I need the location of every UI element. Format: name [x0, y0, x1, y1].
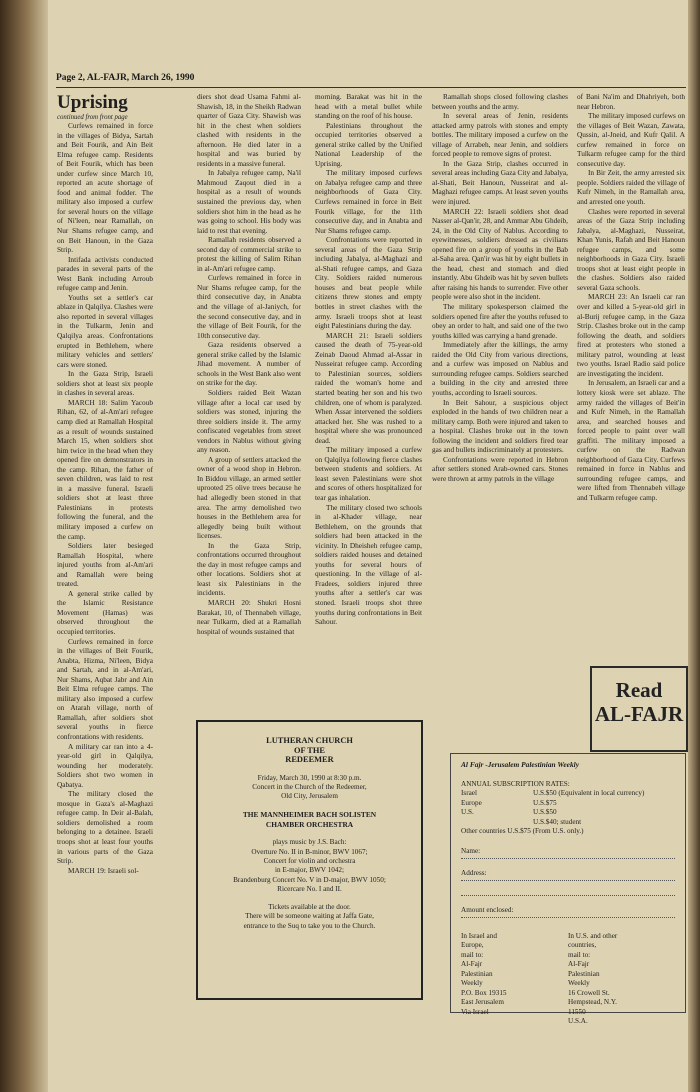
paragraph: In the Gaza Strip, confrontations occurred throughout the day in most refugee camps and other locations. Soldiers shot at least six Palestinians in the incidents. — [197, 540, 301, 598]
paragraph: Soldiers raided Beit Wazan village after a local car used by soldiers was stoned, injuring the three soldiers inside it. The army confiscated vegetables from street vendors in Nablus without giving any reason. — [197, 387, 301, 455]
ad-program: plays music by J.S. Bach: — [272, 838, 347, 847]
paragraph: The military spokesperson claimed the soldiers opened fire after the youths refused to obey an order to halt, and said one of the two youths killed was carrying a hand grenade. — [432, 302, 568, 340]
article-column-1 — [57, 92, 153, 1082]
article-column-5 — [577, 92, 685, 642]
paragraph: MARCH 21: Israeli soldiers caused the death of 75-year-old Zeinab Daoud Ahmad al-Assar in Nusseirat refugee camp. According to Palestinian sources, soldiers raided the woman's home and started beating her son and his two children, one of whom is paralyzed. When Assar intervened the soldiers attacked her. She was rushed to a hospital where she was pronounced dead. — [315, 330, 422, 445]
paragraph: Ramallah shops closed following clashes between youths and the army. — [432, 92, 568, 111]
paragraph: The military imposed curfews on the villages of Beit Wazan, Zawata, Qussin, al-Jneid, and Kufr Qalil. A curfew remained in force on Tulkarm refugee camp for the third consecutive day. — [577, 111, 685, 168]
ad-program: in E-major, BWV 1042; — [274, 866, 345, 875]
paragraph: In several areas of Jenin, residents attacked army patrols with stones and empty bottles. The military imposed a curfew on the village of Arrabeh, near Jenin, and soldiers forced people to remove signs of protest. — [432, 111, 568, 159]
ad-orchestra: CHAMBER ORCHESTRA — [265, 819, 354, 829]
paragraph: Curfews remained in force in the villages of Bidya, Sartah and Beit Fourik, and Ain Beit Elma refugee camp. Residents of Beit Fourik, which has been under curfew since March 10, reported an acute shortage of food and animal fodder. The military also imposed a curfew for several hours on the village of Ni'leen, near Ramallah, on Nur Shams refugee camp, and on Beit Hanoun, in the Gaza Strip. — [57, 121, 153, 255]
paragraph: The military closed the mosque in Gaza's al-Maghazi refugee camp. In Deir al-Balah, soldiers demolished a room belonging to a detainee. Israeli troops shot at least four youths in various parts of the Gaza Strip. — [57, 789, 153, 866]
ad-tickets: entrance to the Suq to take you to the Church. — [243, 921, 376, 930]
paragraph: Gaza residents observed a general strike called by the Islamic Jihad movement. A number of schools in the West Bank also went on strike for the day. — [197, 340, 301, 388]
paragraph: The military imposed curfews on Jabalya refugee camp and three neighborhoods of Gaza City. Curfews remained in force in Beit Fourik village, for the 11th consecutive day, and in Anabta and Nur Shams refugee camp. — [315, 168, 422, 235]
book-binding — [0, 0, 48, 1092]
paragraph: Palestinians throughout the occupied territories observed a general strike called by the Unified National Leadership of the Uprising. — [315, 120, 422, 168]
rate-row: Europe U.S.$75 — [461, 798, 557, 807]
article-column-3 — [315, 92, 422, 722]
ad-org-line: LUTHERAN CHURCH — [266, 736, 353, 745]
paragraph: Confrontations were reported in several areas of the Gaza Strip including Jabalya, al-Maghazi and al-Shati refugee camps, and Gaza City. Soldiers raided numerous houses and beat people while citizens threw stones and empty bottles in street clashes with the army. Israeli troops shot at least eight Palestinians during the day. — [315, 235, 422, 331]
rate-row: U.S.$40; student — [533, 817, 582, 826]
read-line: Read — [615, 678, 663, 702]
read-line: AL-FAJR — [594, 702, 684, 726]
paragraph: diers shot dead Usama Fahmi al-Shawish, 18, in the Sheikh Radwan quarter of Gaza City. Shawish was hit in the chest when soldiers clashed with residents in the afternoon. He died later in a hospital and was buried by residents in a massive funeral. — [197, 92, 301, 168]
paragraph: In Beit Sahour, a suspicious object exploded in the hands of two children near a military camp. Both were injured and taken to a hospital. Clashes broke out in the town following the incident and soldiers fired tear gas and bullets indiscriminately at protesters. — [432, 397, 568, 455]
read-alfajr-box — [590, 666, 688, 752]
paragraph: Youths set a settler's car ablaze in Qalqilya. Clashes were also reported in several villages in the Tulkarm, Jenin and Qalqilya areas. Confrontations erupted in Bethlehem, where military vehicles and settlers' cars were stoned. — [57, 292, 153, 369]
paragraph: Clashes were reported in several areas of the Gaza Strip including Jabalya, al-Maghazi, Nusseirat, Khan Yunis, Rafah and Beit Hanoun refugee camps, and some neighborhoods in Gaza City. Israeli troops shot at least eight people in the clashes. Soldiers also raided several Gaza schools. — [577, 206, 685, 292]
page-edge — [688, 0, 700, 1092]
subscription-title: Al Fajr -Jerusalem Palestinian Weekly — [461, 760, 579, 769]
ad-tickets: There will be someone waiting at Jaffa Gate, — [245, 912, 374, 921]
rate-row: Other countries U.S.$75 (From U.S. only.) — [461, 827, 584, 835]
paragraph: In the Gaza Strip, clashes occurred in several areas including Gaza City and Jabalya, al-Shati, Beit Hanoun, Nusseirat and al-Maghazi refugee camps. At least seven youths were injured. — [432, 158, 568, 207]
paragraph: Confrontations were reported in Hebron after settlers stoned Arab-owned cars. Stones were thrown at army patrols in the village — [432, 454, 568, 483]
paragraph: MARCH 22: Israeli soldiers shot dead Nasser al-Qan'ir, 28, and Ammar Abu Ghdeib, 24, in the Old City of Nablus. According to eyewitnesses, soldiers dressed as civilians opened fire on a group of youths in the Bab al-Saha area. Qan'ir was hit by eight bullets in the head, chest and stomach and died instantly. Abu Ghdeib was hit by seven bullets after raising his hands to surrender. Five other people were also shot in the incident. — [432, 206, 568, 302]
ad-tickets: Tickets available at the door. — [268, 903, 351, 912]
paragraph: MARCH 20: Shukri Hosni Barakat, 10, of Thennabeh village, near Tulkarm, died at a Ramallah hospital of wounds sustained that — [197, 597, 301, 636]
paragraph: In Bir Zeit, the army arrested six people. Soldiers raided the village of Kufr Nimeh, in the Ramallah area, and arrested one youth. — [577, 168, 685, 207]
paragraph: morning. Barakat was hit in the head with a metal bullet while standing on the roof of his house. — [315, 92, 422, 121]
article-column-4 — [432, 92, 568, 720]
paragraph: MARCH 18: Salim Yacoub Rihan, 62, of al-Am'ari refugee camp died at Ramallah Hospital as a result of wounds sustained March 15, when soldiers shot him twice in the head when they opened fire on demonstrators in the camp. Rihan, the father of seven children, was laid to rest in a massive funeral. Israeli soldiers shot at least three Palestinians in protests following the funeral, and the military imposed a curfew on the camp. — [57, 397, 153, 541]
paragraph: Ramallah residents observed a second day of commercial strike to protest the killing of Salim Rihan in al-Am'ari refugee camp. — [197, 235, 301, 273]
ad-program: Concert for violin and orchestra — [263, 856, 356, 865]
mailing-addresses — [461, 932, 675, 1027]
page-header: Page 2, AL-FAJR, March 26, 1990 — [56, 73, 195, 83]
ad-venue: Concert in the Church of the Redeemer, — [252, 782, 367, 791]
headline: Uprising — [57, 92, 128, 113]
paragraph: The military closed two schools in al-Khader village, near Bethlehem, on the grounds that soldiers had been attacked in the vicinity. In Dheisheh refugee camp, soldiers raided houses and detained youths for several hours of questioning. In the village of al-Fradees, soldiers injured three youths after a settler's car was stoned. Israeli troops shot three youths during confrontations in Beit Sahour. — [315, 502, 422, 627]
name-field[interactable]: Name: — [461, 847, 675, 859]
ad-date: Friday, March 30, 1990 at 8:30 p.m. — [257, 773, 362, 782]
article-column-2 — [197, 92, 301, 652]
amount-field[interactable]: Amount enclosed: — [461, 906, 675, 918]
paragraph: The military imposed a curfew on Qalqilya following fierce clashes between students and soldiers. At least seven Palestinians were shot and scores of others hospitalized for tear gas inhalation. — [315, 445, 422, 502]
paragraph: MARCH 19: Israeli sol- — [68, 865, 139, 875]
paragraph: Immediately after the killings, the army raided the Old City from various directions, and a curfew was imposed on Nablus and surrounding refugee camps. Soldiers searched a building in the city and arrested three youths, according to Israeli sources. — [432, 340, 568, 397]
paragraph: MARCH 23: An Israeli car ran over and killed a 5-year-old girl in al-Burij refugee camp, in the Gaza Strip. Clashes broke out in the camp following the death, and soldiers fired at protesters who stoned a military patrol, wounding at least two youths. Israel Radio said police are investigating the incident. — [577, 292, 685, 378]
paragraph: of Bani Na'im and Dhahriyeh, both near Hebron. — [577, 92, 685, 111]
paragraph: A general strike called by the Islamic Resistance Movement (Hamas) was observed throughout the occupied territories. — [57, 588, 153, 636]
rate-row: U.S. U.S.$50 — [461, 808, 557, 816]
paragraph: In the Gaza Strip, Israeli soldiers shot at least six people in clashes in several areas. — [57, 369, 153, 398]
paragraph: In Jabalya refugee camp, Na'il Mahmoud Zaqout died in a hospital as a result of wounds sustained the previous day, when soldiers shot him in the head as he was going to school. His body was laid to rest that evening. — [197, 168, 301, 235]
rate-row: Israel U.S.$50 (Equivalent in local currency) — [461, 789, 645, 797]
ad-org-line: REDEEMER — [285, 755, 334, 764]
subscription-form — [450, 753, 686, 1025]
continued-note: continued from front page — [57, 114, 128, 121]
address-israel-europe: In Israel and Europe, mail to: Al-Fajr Palestinian Weekly P.O. Box 19315 East Jerusalem Via Israel — [461, 931, 507, 1016]
paragraph: Soldiers later besieged Ramallah Hospital, where injured youths from al-Am'ari and Ramallah were being treated. — [57, 541, 153, 589]
paragraph: Intifada activists conducted parades in several parts of the West Bank including Arroub refugee camp and Jenin. — [57, 254, 153, 293]
address-field-extra[interactable] — [461, 881, 675, 896]
address-field[interactable]: Address: — [461, 869, 675, 881]
paragraph: A group of settlers attacked the owner of a wood shop in Hebron. In Biddou village, an armed settler uprooted 25 olive trees because he had allegedly been stoned in that area. The army demolished two houses in the Bethlehem area for allegedly being built without licenses. — [197, 454, 301, 541]
paragraph: A military car ran into a 4-year-old girl in Qalqilya, wounding her moderately. Soldiers shot two women in Qabatya. — [57, 741, 153, 789]
ad-orchestra: THE MANNHEIMER BACH SOLISTEN — [242, 810, 377, 820]
ad-org-line: OF THE — [294, 745, 325, 755]
paragraph: Curfews remained in force in the villages of Beit Fourik, Anabta, Hizma, Ni'leen, Bidya and Sartah, and in al-Am'ari, Nur Shams, Aqbat Jabr and Ain Beit Elma refugee camps. The military also imposed a curfew on Atarah village, north of Ramallah, after soldiers shot several youths in fierce confrontations with residents. — [57, 636, 153, 741]
address-us-other: In U.S. and other countries, mail to: Al-Fajr Palestinian Weekly 16 Crowell St. Hempstead, N.Y. 11550 U.S.A. — [568, 931, 618, 1025]
ad-program: Ricercare No. I and II. — [277, 884, 342, 893]
paragraph: Curfews remained in force in Nur Shams refugee camp, for the third consecutive day, in Anabta and the village of al-Janiych, for the second consecutive day, and in the village of Beit Fourik, for the 10th consecutive day. — [197, 273, 301, 340]
paragraph: In Jerusalem, an Israeli car and a lottery kiosk were set ablaze. The army raided the villages of Beit'in and Kufr Nimeh, in the Ramallah area, and searched houses and forced people to paint over wall graffiti. The military imposed a curfew on the Radwan neighborhood of Gaza City. Curfews remained in force in Nablus and surrounding refugee camps, and were lifted from Thennabeh village and Tulkarm refugee camp. — [577, 378, 685, 502]
header-rule — [56, 87, 686, 88]
ad-venue: Old City, Jerusalem — [281, 792, 338, 801]
ad-program: Overture No. II in B-minor, BWV 1067; — [251, 847, 368, 856]
rates-title: ANNUAL SUBSCRIPTION RATES: — [461, 779, 570, 788]
concert-advertisement — [196, 720, 423, 1000]
ad-program: Brandenburg Concert No. V in D-major, BWV 1050; — [233, 875, 386, 884]
